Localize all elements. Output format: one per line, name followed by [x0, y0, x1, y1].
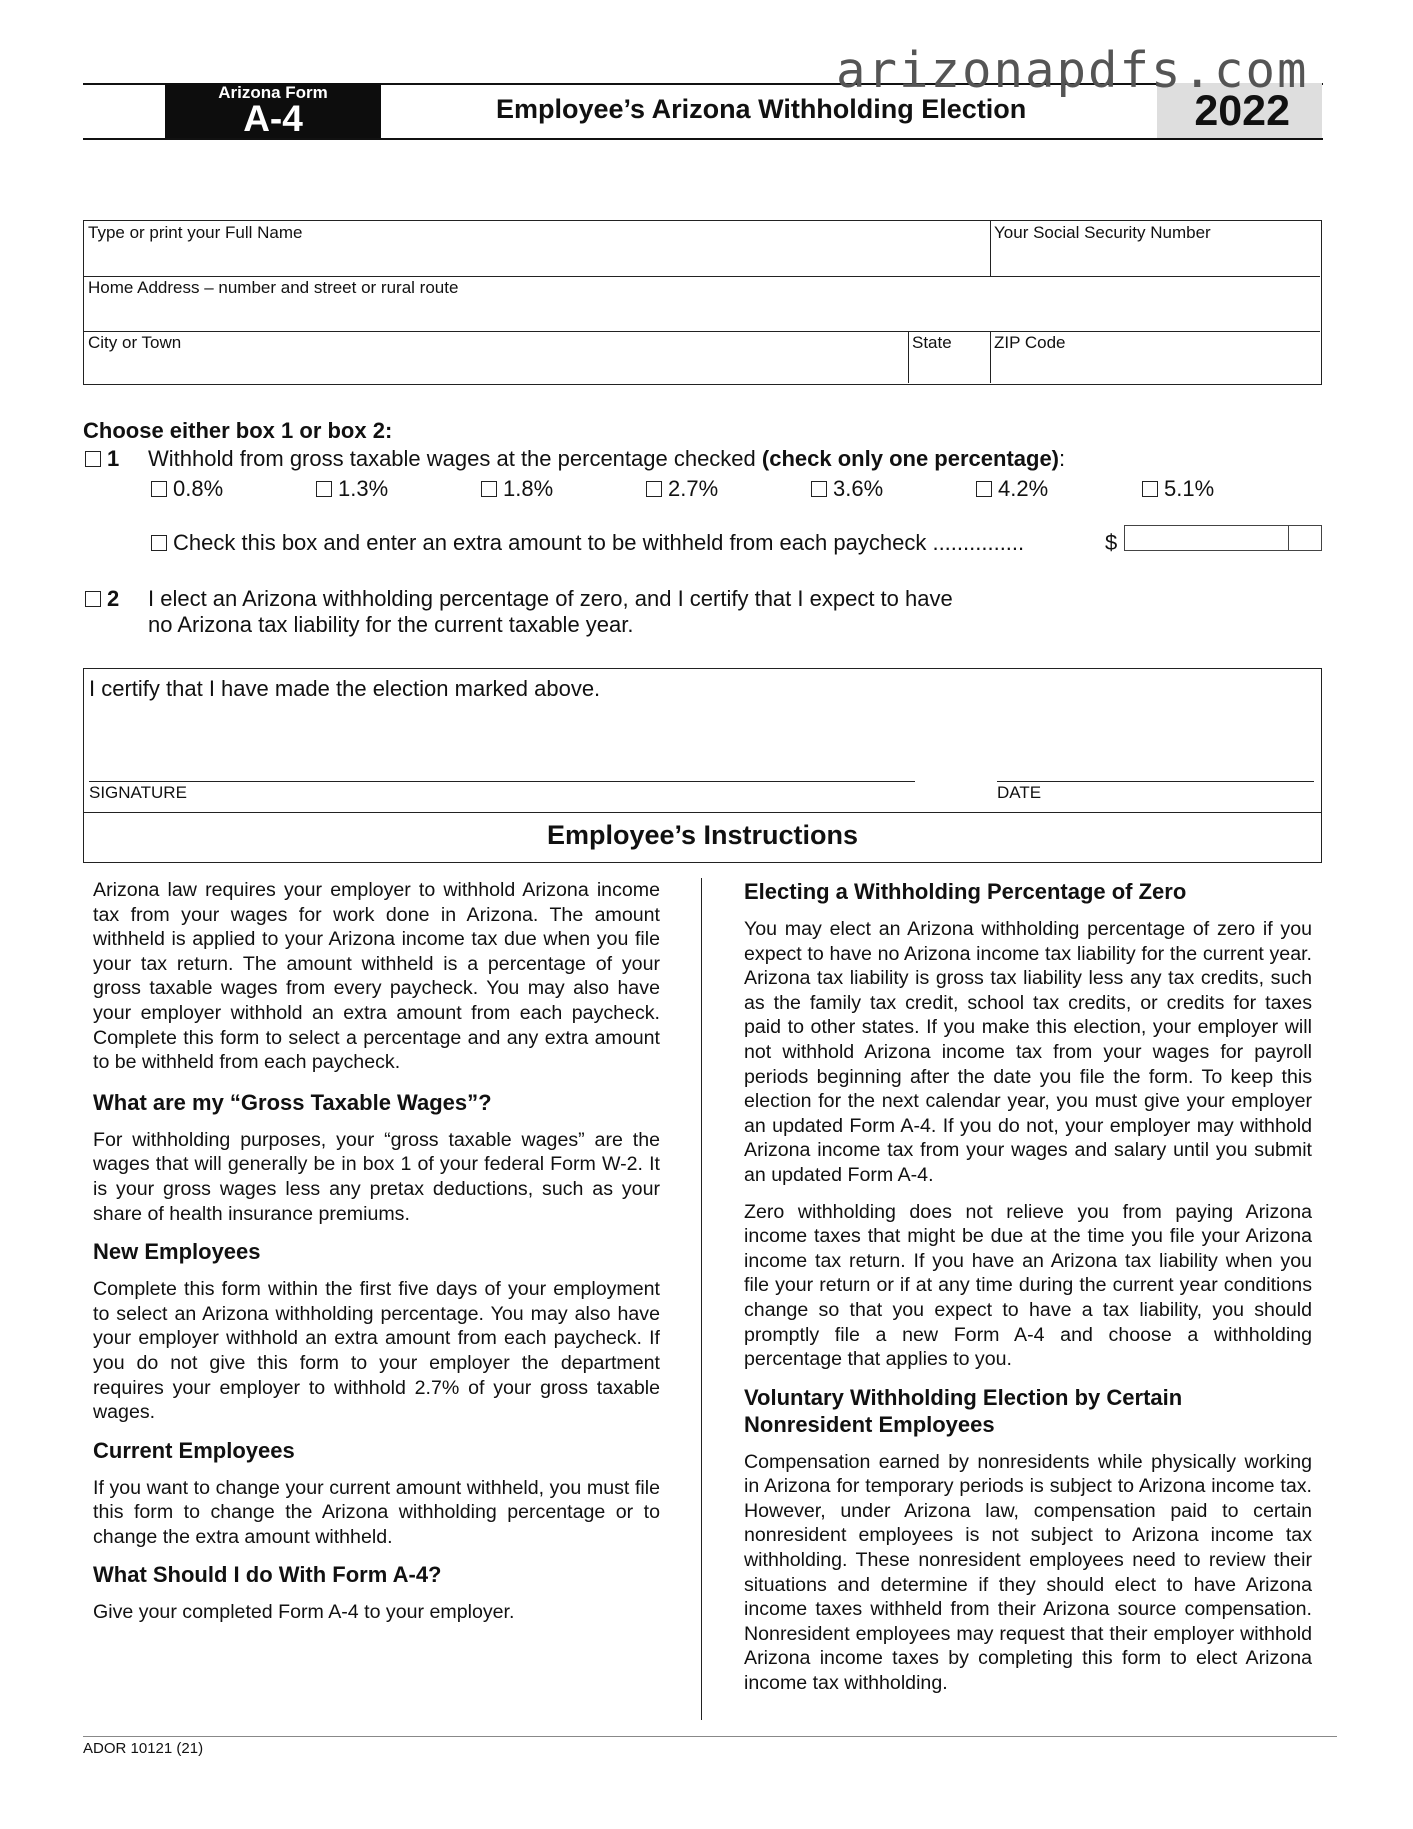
form-number: A-4: [243, 98, 303, 139]
pct-0-8[interactable]: [151, 476, 223, 502]
extra-amount-input[interactable]: [1124, 525, 1322, 551]
pct-5-1[interactable]: [1142, 476, 1214, 502]
certify-text: I certify that I have made the election marked above.: [89, 676, 601, 701]
pct-checkbox[interactable]: [1142, 481, 1158, 497]
what-to-do-paragraph: Give your completed Form A-4 to your employer.: [93, 1601, 515, 1624]
box1-checkbox[interactable]: [85, 451, 101, 467]
signature-line[interactable]: [89, 781, 915, 782]
pct-checkbox[interactable]: [481, 481, 497, 497]
pct-3-6[interactable]: [811, 476, 883, 502]
state-field[interactable]: [908, 331, 990, 383]
signature-label: SIGNATURE: [89, 783, 187, 802]
current-employees-heading: Current Employees: [93, 1437, 295, 1463]
pct-1-8[interactable]: [481, 476, 553, 502]
zip-label: ZIP Code: [994, 333, 1066, 352]
box2-checkbox[interactable]: [85, 591, 101, 607]
pct-1-3[interactable]: [316, 476, 388, 502]
current-employees-paragraph: If you want to change your current amount withheld, you must file this form to change the Arizona withholding percentage or to change the extra amount withheld.: [93, 1476, 660, 1548]
zero-withholding-paragraph-2: Zero withholding does not relieve you from paying Arizona income taxes that might be due at the time you file your Arizona income tax return. If you have an Arizona tax liability when you file your return or if at any time during the current year conditions change so that you expect to have a tax liability, you should promptly file a new Form A-4 and choose a withholding percentage that applies to you.: [744, 1200, 1312, 1371]
instructions-left-column: [93, 878, 660, 1625]
gross-wages-paragraph: For withholding purposes, your “gross taxable wages” are the wages that will generally be in box 1 of your federal Form W-2. It is your gross wages less any pretax deductions, such as your share of health insurance premiums.: [93, 1128, 660, 1225]
instructions-right-column: [744, 878, 1312, 1696]
box1-number: 1: [107, 446, 120, 471]
pct-checkbox[interactable]: [976, 481, 992, 497]
form-label: Arizona Form: [218, 83, 328, 102]
home-address-label: Home Address – number and street or rural route: [88, 278, 459, 297]
voluntary-withholding-paragraph: Compensation earned by nonresidents while physically working in Arizona for temporary periods is subject to Arizona income tax. However, under Arizona law, compensation paid to certain nonresident employees is not subject to Arizona income tax withholding. These nonresident employees need to review their situations and determine if they should elect to have Arizona income taxes withheld from their Arizona source compensation. Nonresident employees may request that their employer withhold Arizona income taxes by completing this form to elect Arizona income tax withholding.: [744, 1450, 1312, 1695]
box2-line2: no Arizona tax liability for the current taxable year.: [148, 612, 634, 637]
dollar-sign: $: [1105, 530, 1118, 555]
box2-number: 2: [107, 586, 120, 611]
column-separator: [701, 878, 702, 1720]
home-address-field[interactable]: [84, 276, 1320, 331]
pct-4-2[interactable]: [976, 476, 1048, 502]
extra-amount-text: Check this box and enter an extra amount to be withheld from each paycheck: [173, 530, 927, 555]
date-label: DATE: [997, 783, 1042, 802]
full-name-label: Type or print your Full Name: [88, 223, 303, 242]
pct-checkbox[interactable]: [151, 481, 167, 497]
header-bottom-rule: [83, 138, 1323, 140]
state-label: State: [912, 333, 952, 352]
pct-checkbox[interactable]: [811, 481, 827, 497]
zip-field[interactable]: [990, 331, 1320, 383]
pct-label: 5.1%: [1164, 476, 1215, 501]
watermark-text: arizonapdfs.com: [836, 42, 1309, 99]
pct-2-7[interactable]: [646, 476, 718, 502]
what-to-do-heading: What Should I do With Form A-4?: [93, 1562, 442, 1588]
extra-amount-checkbox[interactable]: [151, 535, 167, 551]
form-code: ADOR 10121 (21): [83, 1740, 204, 1757]
gross-wages-heading: What are my “Gross Taxable Wages”?: [93, 1089, 492, 1115]
voluntary-withholding-heading: Voluntary Withholding Election by Certain Nonresident Employees: [744, 1384, 1183, 1437]
box1-text-row: [148, 446, 1065, 472]
box1-bold-text: (check only one percentage): [761, 446, 1060, 471]
box2-line1: I elect an Arizona withholding percentage of zero, and I certify that I expect to have: [148, 586, 953, 611]
pct-checkbox[interactable]: [316, 481, 332, 497]
footer-rule: [83, 1736, 1337, 1737]
city-field[interactable]: [84, 331, 908, 383]
extra-amount-cents-cell[interactable]: [1288, 526, 1321, 550]
box1-colon: :: [1059, 446, 1066, 471]
form-number-block: [165, 83, 381, 138]
pct-label: 1.8%: [503, 476, 554, 501]
date-line[interactable]: [997, 781, 1314, 782]
zero-withholding-paragraph-1: You may elect an Arizona withholding percentage of zero if you expect to have no Arizona income tax liability for the current year. Arizona tax liability is gross tax liability less any tax credits, such as the family tax credit, school tax credits, or credits for taxes paid to other states. If you make this election, your employer will not withhold Arizona income tax from your wages for payroll periods beginning after the date you file the form. To keep this election for the next calendar year, you must give your employer an updated Form A-4. If you do not, your employer may withhold Arizona income tax from your wages and salary until you submit an updated Form A-4.: [744, 918, 1312, 1186]
full-name-field[interactable]: [84, 221, 990, 276]
pct-label: 1.3%: [338, 476, 389, 501]
election-heading: Choose either box 1 or box 2:: [83, 418, 393, 443]
pct-label: 3.6%: [833, 476, 884, 501]
form-year: 2022: [1194, 87, 1290, 135]
new-employees-heading: New Employees: [93, 1239, 261, 1265]
pct-label: 0.8%: [173, 476, 224, 501]
personal-info-table: [83, 220, 1322, 385]
pct-label: 4.2%: [998, 476, 1049, 501]
ssn-label: Your Social Security Number: [994, 223, 1211, 242]
box1-text: Withhold from gross taxable wages at the percentage checked: [148, 446, 756, 471]
extra-amount-row: [151, 530, 1024, 556]
instructions-title: Employee’s Instructions: [546, 820, 859, 850]
box2-row: [85, 586, 119, 612]
city-label: City or Town: [88, 333, 182, 352]
zero-withholding-heading: Electing a Withholding Percentage of Zero: [744, 879, 1187, 904]
intro-paragraph: Arizona law requires your employer to withhold Arizona income tax from your wages for work done in Arizona. The amount withheld is applied to your Arizona income tax due when you file your tax return. The amount withheld is a percentage of your gross taxable wages from every paycheck. You may also have your employer withhold an extra amount from each paycheck. Complete this form to select a percentage and any extra amount to be withheld from each paycheck.: [93, 879, 660, 1074]
box1-row: [85, 446, 119, 472]
extra-amount-dots: ...............: [932, 530, 1025, 555]
ssn-field[interactable]: [990, 221, 1320, 276]
certification-box: [83, 668, 1322, 863]
certification-divider: [84, 812, 1321, 813]
new-employees-paragraph: Complete this form within the first five days of your employment to select an Arizona withholding percentage. You may also have your employer withhold an extra amount from each paycheck. If you do not give this form to your employer the department requires your employer to withhold 2.7% of your gross taxable wages.: [93, 1278, 660, 1424]
form-title: Employee’s Arizona Withholding Election: [496, 94, 1027, 124]
pct-checkbox[interactable]: [646, 481, 662, 497]
pct-label: 2.7%: [668, 476, 719, 501]
